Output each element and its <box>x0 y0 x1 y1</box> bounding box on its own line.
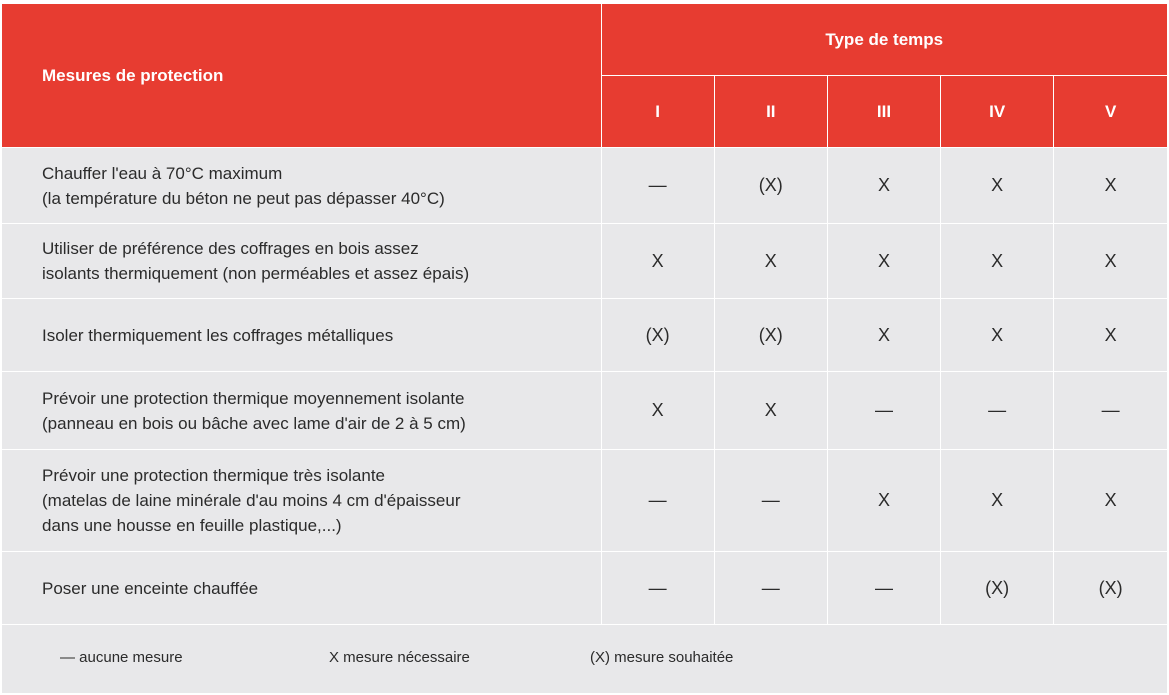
table-row <box>2 299 1167 372</box>
row-description-line: Poser une enceinte chauffée <box>42 578 259 598</box>
row-description <box>2 552 601 625</box>
table-cell: (X) <box>714 148 827 224</box>
table-cell: X <box>941 224 1054 299</box>
table-cell: — <box>601 450 714 552</box>
row-description-line: Chauffer l'eau à 70°C maximum <box>42 163 283 183</box>
table-cell: X <box>827 148 940 224</box>
table-row <box>2 552 1167 625</box>
table-cell: — <box>714 552 827 625</box>
table-cell: X <box>601 372 714 450</box>
table-cell: — <box>714 450 827 552</box>
table-row <box>2 450 1167 552</box>
table-cell: (X) <box>601 299 714 372</box>
legend-no-measure: — aucune mesure <box>60 649 183 666</box>
row-description-line: (la température du béton ne peut pas dépasser 40°C) <box>42 188 445 208</box>
header-col-II: II <box>714 76 827 148</box>
table-cell: X <box>714 224 827 299</box>
table-cell: X <box>827 299 940 372</box>
table-cell: X <box>827 224 940 299</box>
table-cell: X <box>714 372 827 450</box>
table-row <box>2 148 1167 224</box>
table-cell: — <box>601 148 714 224</box>
legend <box>2 622 1167 693</box>
table-cell: — <box>941 372 1054 450</box>
legend-measure-desired: (X) mesure souhaitée <box>590 649 734 666</box>
header-col-IV: IV <box>941 76 1054 148</box>
table-cell: X <box>1054 299 1167 372</box>
row-description-line: dans une housse en feuille plastique,...) <box>42 516 342 535</box>
table-cell: X <box>941 450 1054 552</box>
table-cell: (X) <box>714 299 827 372</box>
table-cell: (X) <box>941 552 1054 625</box>
row-description <box>2 372 601 450</box>
header-col-III: III <box>827 76 940 148</box>
table-cell: (X) <box>1054 552 1167 625</box>
table-row <box>2 372 1167 450</box>
table-cell: X <box>601 224 714 299</box>
row-description-line: Utiliser de préférence des coffrages en bois assez <box>42 239 419 258</box>
table-cell: X <box>1054 148 1167 224</box>
legend-measure-required: X mesure nécessaire <box>329 649 470 666</box>
header-col-V: V <box>1054 76 1167 148</box>
row-description <box>2 148 601 224</box>
table-cell: — <box>827 552 940 625</box>
table-cell: X <box>827 450 940 552</box>
row-description-line: Prévoir une protection thermique moyennement isolante <box>42 388 465 408</box>
row-description-line: (matelas de laine minérale d'au moins 4 cm d'épaisseur <box>42 491 461 510</box>
protection-measures-sheet <box>2 4 1167 693</box>
row-description-line: (panneau en bois ou bâche avec lame d'air de 2 à 5 cm) <box>42 413 466 433</box>
table-cell: — <box>1054 372 1167 450</box>
row-description-line: Prévoir une protection thermique très isolante <box>42 466 386 485</box>
table-cell: X <box>1054 224 1167 299</box>
row-description-line: isolants thermiquement (non perméables et assez épais) <box>42 264 470 283</box>
table-cell: — <box>601 552 714 625</box>
table-cell: — <box>827 372 940 450</box>
row-description <box>2 450 601 552</box>
header-weather-type: Type de temps <box>601 4 1167 76</box>
table-cell: X <box>941 148 1054 224</box>
table-cell: X <box>941 299 1054 372</box>
row-description-line: Isoler thermiquement les coffrages métalliques <box>42 325 394 345</box>
table-row <box>2 224 1167 299</box>
protection-table <box>2 4 1167 625</box>
row-description <box>2 224 601 299</box>
header-measures: Mesures de protection <box>2 4 601 148</box>
table-cell: X <box>1054 450 1167 552</box>
header-col-I: I <box>601 76 714 148</box>
row-description <box>2 299 601 372</box>
